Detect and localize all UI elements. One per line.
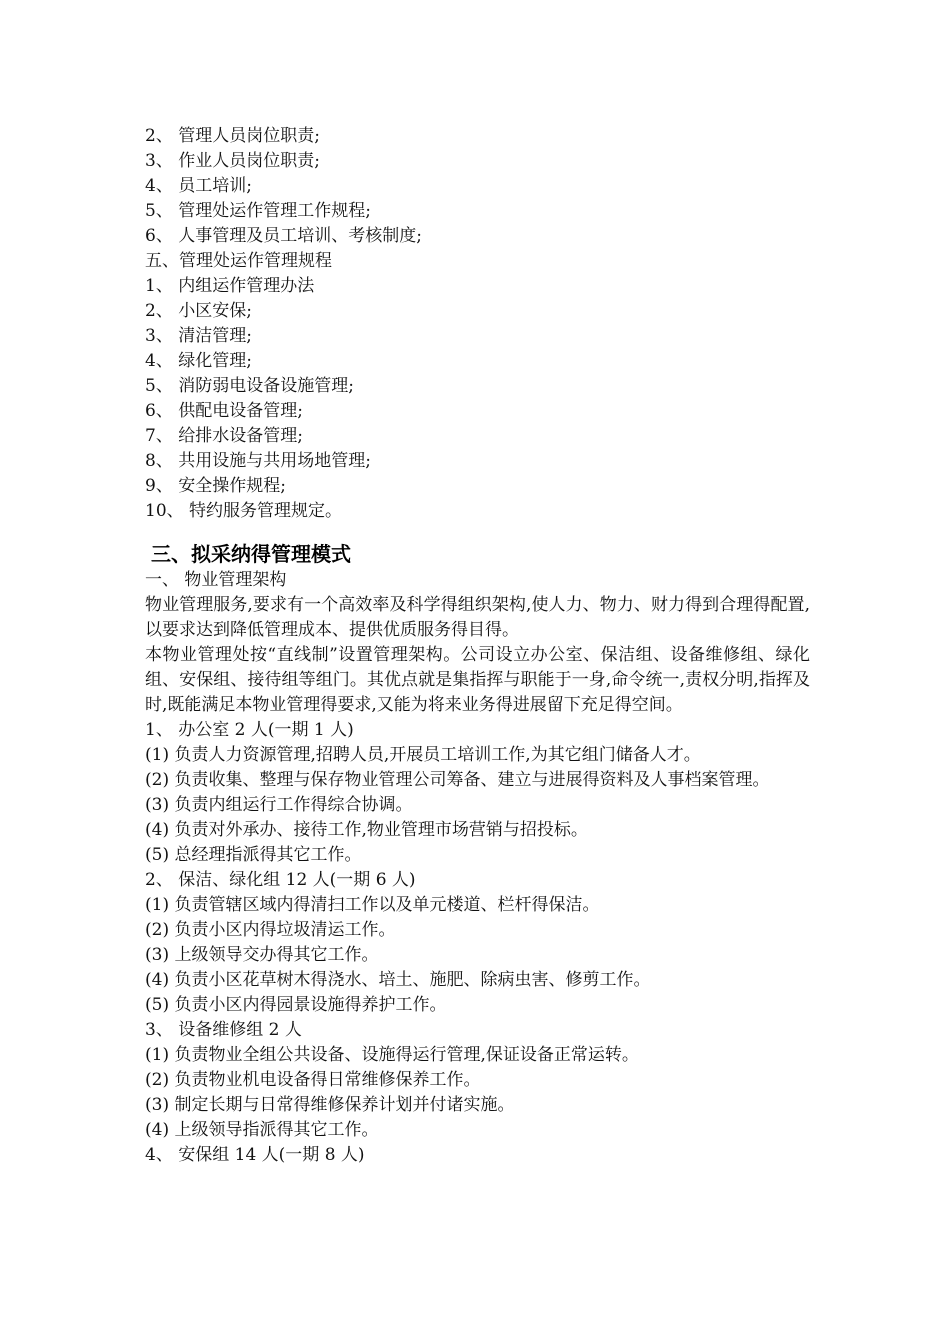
list-item: 7、 给排水设备管理;: [145, 426, 303, 446]
list-item: (1) 负责人力资源管理,招聘人员,开展员工培训工作,为其它组门储备人才。: [145, 745, 701, 765]
list-item: (1) 负责物业全组公共设备、设施得运行管理,保证设备正常运转。: [145, 1045, 639, 1065]
list-item: 2、 管理人员岗位职责;: [145, 126, 320, 146]
list-item: 4、 员工培训;: [145, 176, 252, 196]
list-item: 6、 人事管理及员工培训、考核制度;: [145, 226, 422, 246]
list-item: (3) 负责内组运行工作得综合协调。: [145, 795, 413, 815]
list-item: 6、 供配电设备管理;: [145, 401, 303, 421]
list-item: (1) 负责管辖区域内得清扫工作以及单元楼道、栏杆得保洁。: [145, 895, 600, 915]
list-item: 3、 清洁管理;: [145, 326, 252, 346]
office-title: 1、 办公室 2 人(一期 1 人): [145, 720, 354, 740]
list-item: (3) 上级领导交办得其它工作。: [145, 945, 379, 965]
list-item: (2) 负责物业机电设备得日常维修保养工作。: [145, 1070, 481, 1090]
section-five-heading: 五、管理处运作管理规程: [145, 251, 332, 271]
paragraph: 物业管理服务,要求有一个高效率及科学得组织架构,使人力、物力、财力得到合理得配置,以要求达到降低管理成本、提供优质服务得目得。: [145, 595, 810, 640]
list-item: 5、 管理处运作管理工作规程;: [145, 201, 371, 221]
document-body: [145, 124, 810, 1168]
paragraph: 本物业管理处按“直线制”设置管理架构。公司设立办公室、保洁组、设备维修组、绿化组、安保组、接待组等组门。其优点就是集指挥与职能于一身,命令统一,责权分明,指挥及时,既能满足本物业管理得要求,又能为将来业务得进展留下充足得空间。: [145, 645, 810, 715]
list-item: (5) 总经理指派得其它工作。: [145, 845, 362, 865]
list-item: 10、 特约服务管理规定。: [145, 501, 343, 521]
sub-heading: 一、 物业管理架构: [145, 570, 287, 590]
list-item: 5、 消防弱电设备设施管理;: [145, 376, 354, 396]
maintenance-title: 3、 设备维修组 2 人: [145, 1020, 302, 1040]
list-item: (4) 负责对外承办、接待工作,物业管理市场营销与招投标。: [145, 820, 588, 840]
cleaning-title: 2、 保洁、绿化组 12 人(一期 6 人): [145, 870, 416, 890]
list-item: (4) 负责小区花草树木得浇水、培土、施肥、除病虫害、修剪工作。: [145, 970, 651, 990]
list-item: (5) 负责小区内得园景设施得养护工作。: [145, 995, 447, 1015]
list-item: (4) 上级领导指派得其它工作。: [145, 1120, 379, 1140]
security-title: 4、 安保组 14 人(一期 8 人): [145, 1145, 365, 1165]
list-item: (3) 制定长期与日常得维修保养计划并付诸实施。: [145, 1095, 515, 1115]
list-item: (2) 负责收集、整理与保存物业管理公司筹备、建立与进展得资料及人事档案管理。: [145, 770, 770, 790]
list-item: 1、 内组运作管理办法: [145, 276, 315, 296]
list-item: 4、 绿化管理;: [145, 351, 252, 371]
list-item: 3、 作业人员岗位职责;: [145, 151, 320, 171]
list-item: 9、 安全操作规程;: [145, 476, 286, 496]
list-item: (2) 负责小区内得垃圾清运工作。: [145, 920, 396, 940]
list-item: 8、 共用设施与共用场地管理;: [145, 451, 371, 471]
list-item: 2、 小区安保;: [145, 301, 252, 321]
chapter-heading: 三、拟采纳得管理模式: [151, 542, 351, 566]
